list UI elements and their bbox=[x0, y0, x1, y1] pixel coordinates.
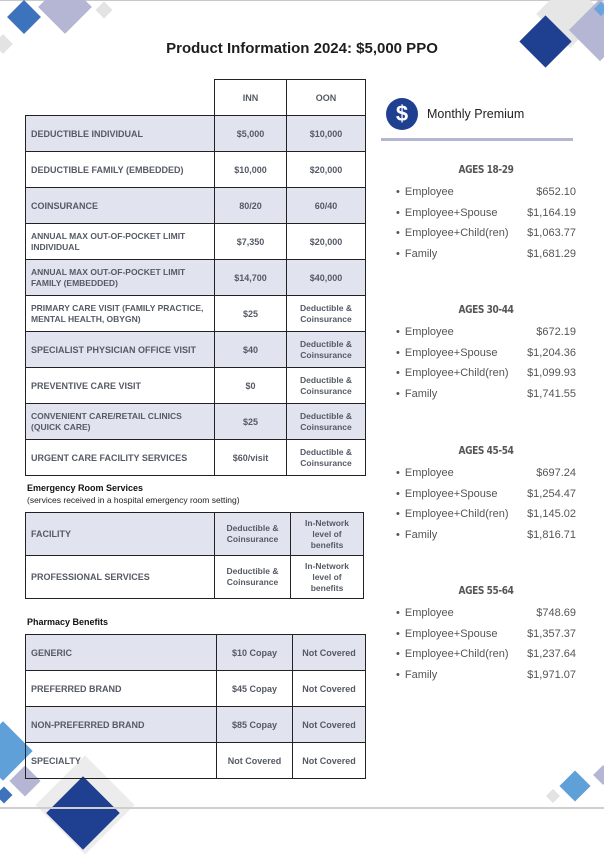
tier-name: Family bbox=[404, 529, 438, 542]
row-label: CONVENIENT CARE/RETAIL CLINICS (QUICK CARE) bbox=[26, 404, 215, 440]
tier-row bbox=[396, 182, 576, 203]
row-inn-value: $7,350 bbox=[215, 224, 287, 260]
row-oon-value: 60/40 bbox=[287, 188, 366, 224]
tier-amount: $1,681.29 bbox=[527, 248, 576, 261]
row-inn-value: $85 Copay bbox=[217, 707, 293, 743]
tier-name: Employee+Spouse bbox=[404, 206, 498, 219]
row-inn-value: Deductible & Coinsurance bbox=[215, 513, 291, 556]
table-row bbox=[26, 707, 366, 743]
header-oon: OON bbox=[287, 80, 366, 116]
tier-row bbox=[396, 203, 576, 224]
table-row bbox=[26, 671, 366, 707]
tier-name: Employee bbox=[404, 186, 454, 199]
bullet-icon: • bbox=[396, 326, 400, 339]
tier-name: Employee bbox=[404, 467, 454, 480]
bullet-icon: • bbox=[396, 627, 400, 640]
age-group-title: AGES 45-54 bbox=[458, 444, 514, 457]
tier-row bbox=[396, 504, 576, 525]
bullet-icon: • bbox=[396, 227, 400, 240]
table-row bbox=[26, 224, 366, 260]
row-label: SPECIALTY bbox=[26, 743, 217, 779]
tier-row bbox=[396, 244, 576, 265]
table-row bbox=[26, 368, 366, 404]
row-inn-value: Deductible & Coinsurance bbox=[215, 556, 291, 599]
tier-amount: $672.19 bbox=[536, 326, 576, 339]
tier-name: Employee+Child(ren) bbox=[404, 648, 509, 661]
tier-row bbox=[396, 343, 576, 364]
row-oon-value: Not Covered bbox=[293, 707, 366, 743]
tier-amount: $1,099.93 bbox=[527, 367, 576, 380]
bullet-icon: • bbox=[396, 508, 400, 521]
row-oon-value: $20,000 bbox=[287, 152, 366, 188]
age-group-55-64 bbox=[396, 584, 576, 685]
table-row bbox=[26, 440, 366, 476]
bullet-icon: • bbox=[396, 467, 400, 480]
table-header-row bbox=[26, 80, 366, 116]
row-inn-value: $14,700 bbox=[215, 260, 287, 296]
page-title: Product Information 2024: $5,000 PPO bbox=[166, 40, 438, 57]
row-label: DEDUCTIBLE FAMILY (EMBEDDED) bbox=[26, 152, 215, 188]
row-label: PRIMARY CARE VISIT (FAMILY PRACTICE, MENTAL HEALTH, OBYGN) bbox=[26, 296, 215, 332]
tier-name: Employee+Spouse bbox=[404, 346, 498, 359]
tier-row bbox=[396, 223, 576, 244]
row-label: SPECIALIST PHYSICIAN OFFICE VISIT bbox=[26, 332, 215, 368]
row-oon-value: Deductible & Coinsurance bbox=[287, 332, 366, 368]
table-row bbox=[26, 404, 366, 440]
dollar-icon: $ bbox=[386, 98, 418, 130]
table-row bbox=[26, 116, 366, 152]
row-inn-value: $10,000 bbox=[215, 152, 287, 188]
tier-row bbox=[396, 363, 576, 384]
top-border bbox=[0, 0, 604, 1]
age-group-30-44 bbox=[396, 303, 576, 404]
row-oon-value: Not Covered bbox=[293, 635, 366, 671]
tier-amount: $697.24 bbox=[536, 467, 576, 480]
age-group-45-54 bbox=[396, 444, 576, 545]
tier-name: Employee bbox=[404, 326, 454, 339]
age-group-title: AGES 55-64 bbox=[458, 584, 514, 597]
decor-diamond-icon bbox=[546, 789, 560, 803]
row-inn-value: $0 bbox=[215, 368, 287, 404]
row-inn-value: $5,000 bbox=[215, 116, 287, 152]
tier-row bbox=[396, 322, 576, 343]
row-label: DEDUCTIBLE INDIVIDUAL bbox=[26, 116, 215, 152]
table-row bbox=[26, 188, 366, 224]
row-label: GENERIC bbox=[26, 635, 217, 671]
row-label: ANNUAL MAX OUT-OF-POCKET LIMIT FAMILY (EMBEDDED) bbox=[26, 260, 215, 296]
row-inn-value: Not Covered bbox=[217, 743, 293, 779]
table-row bbox=[26, 260, 366, 296]
row-oon-value: Deductible & Coinsurance bbox=[287, 368, 366, 404]
tier-row bbox=[396, 644, 576, 665]
tier-name: Employee+Spouse bbox=[404, 627, 498, 640]
decor-diamond-icon bbox=[7, 0, 41, 34]
tier-name: Employee bbox=[404, 607, 454, 620]
table-row bbox=[26, 513, 364, 556]
row-oon-value: Deductible & Coinsurance bbox=[287, 404, 366, 440]
tier-row bbox=[396, 624, 576, 645]
decor-diamond-icon bbox=[96, 2, 113, 19]
tier-name: Family bbox=[404, 669, 438, 682]
table-row bbox=[26, 556, 364, 599]
row-oon-value: Deductible & Coinsurance bbox=[287, 440, 366, 476]
age-group-title: AGES 30-44 bbox=[458, 303, 514, 316]
tier-amount: $1,204.36 bbox=[527, 346, 576, 359]
tier-row bbox=[396, 384, 576, 405]
tier-amount: $1,816.71 bbox=[527, 529, 576, 542]
decor-diamond-icon bbox=[38, 0, 92, 34]
bullet-icon: • bbox=[396, 487, 400, 500]
row-oon-value: Deductible & Coinsurance bbox=[287, 296, 366, 332]
row-inn-value: $25 bbox=[215, 296, 287, 332]
row-inn-value: $45 Copay bbox=[217, 671, 293, 707]
row-inn-value: $10 Copay bbox=[217, 635, 293, 671]
row-label: ANNUAL MAX OUT-OF-POCKET LIMIT INDIVIDUAL bbox=[26, 224, 215, 260]
monthly-premium-title: Monthly Premium bbox=[427, 107, 525, 121]
bullet-icon: • bbox=[396, 669, 400, 682]
tier-amount: $1,063.77 bbox=[527, 227, 576, 240]
table-row bbox=[26, 743, 366, 779]
header-inn: INN bbox=[215, 80, 287, 116]
row-label: COINSURANCE bbox=[26, 188, 215, 224]
tier-amount: $1,971.07 bbox=[527, 669, 576, 682]
pharmacy-title: Pharmacy Benefits bbox=[27, 617, 109, 627]
age-group-18-29 bbox=[396, 163, 576, 264]
tier-row bbox=[396, 525, 576, 546]
row-oon-value: Not Covered bbox=[293, 671, 366, 707]
row-oon-value: In-Network level of benefits bbox=[291, 556, 364, 599]
decor-diamond-icon bbox=[559, 770, 590, 801]
bullet-icon: • bbox=[396, 529, 400, 542]
table-row bbox=[26, 635, 366, 671]
row-oon-value: $20,000 bbox=[287, 224, 366, 260]
tier-name: Family bbox=[404, 388, 438, 401]
tier-name: Employee+Child(ren) bbox=[404, 367, 509, 380]
emergency-table bbox=[25, 512, 364, 599]
monthly-premium-header bbox=[386, 98, 524, 130]
row-inn-value: $40 bbox=[215, 332, 287, 368]
tier-row bbox=[396, 463, 576, 484]
table-row bbox=[26, 332, 366, 368]
row-label: PREFERRED BRAND bbox=[26, 671, 217, 707]
table-row bbox=[26, 152, 366, 188]
tier-amount: $1,164.19 bbox=[527, 206, 576, 219]
bullet-icon: • bbox=[396, 186, 400, 199]
pharmacy-table bbox=[25, 634, 366, 779]
row-oon-value: Not Covered bbox=[293, 743, 366, 779]
tier-name: Family bbox=[404, 248, 438, 261]
tier-amount: $652.10 bbox=[536, 186, 576, 199]
tier-amount: $1,145.02 bbox=[527, 508, 576, 521]
tier-amount: $1,237.64 bbox=[527, 648, 576, 661]
tier-amount: $1,357.37 bbox=[527, 627, 576, 640]
bullet-icon: • bbox=[396, 388, 400, 401]
row-label: NON-PREFERRED BRAND bbox=[26, 707, 217, 743]
tier-row bbox=[396, 665, 576, 686]
age-group-title: AGES 18-29 bbox=[458, 163, 514, 176]
row-label: FACILITY bbox=[26, 513, 215, 556]
tier-row bbox=[396, 484, 576, 505]
row-inn-value: $60/visit bbox=[215, 440, 287, 476]
bullet-icon: • bbox=[396, 248, 400, 261]
tier-name: Employee+Spouse bbox=[404, 487, 498, 500]
bullet-icon: • bbox=[396, 367, 400, 380]
tier-amount: $748.69 bbox=[536, 607, 576, 620]
row-oon-value: In-Network level of benefits bbox=[291, 513, 364, 556]
tier-amount: $1,741.55 bbox=[527, 388, 576, 401]
table-row bbox=[26, 296, 366, 332]
emergency-title: Emergency Room Services bbox=[27, 483, 144, 493]
tier-row bbox=[396, 603, 576, 624]
bullet-icon: • bbox=[396, 607, 400, 620]
tier-name: Employee+Child(ren) bbox=[404, 227, 509, 240]
row-label: PROFESSIONAL SERVICES bbox=[26, 556, 215, 599]
row-inn-value: $25 bbox=[215, 404, 287, 440]
decor-diamond-icon bbox=[593, 765, 604, 785]
row-inn-value: 80/20 bbox=[215, 188, 287, 224]
row-oon-value: $10,000 bbox=[287, 116, 366, 152]
premium-divider bbox=[381, 138, 573, 141]
row-oon-value: $40,000 bbox=[287, 260, 366, 296]
benefits-table bbox=[25, 79, 366, 476]
tier-amount: $1,254.47 bbox=[527, 487, 576, 500]
row-label: URGENT CARE FACILITY SERVICES bbox=[26, 440, 215, 476]
emergency-subtitle: (services received in a hospital emergency room setting) bbox=[27, 495, 240, 505]
row-label: PREVENTIVE CARE VISIT bbox=[26, 368, 215, 404]
bullet-icon: • bbox=[396, 346, 400, 359]
tier-name: Employee+Child(ren) bbox=[404, 508, 509, 521]
bullet-icon: • bbox=[396, 648, 400, 661]
bullet-icon: • bbox=[396, 206, 400, 219]
decor-diamond-icon bbox=[0, 787, 12, 804]
